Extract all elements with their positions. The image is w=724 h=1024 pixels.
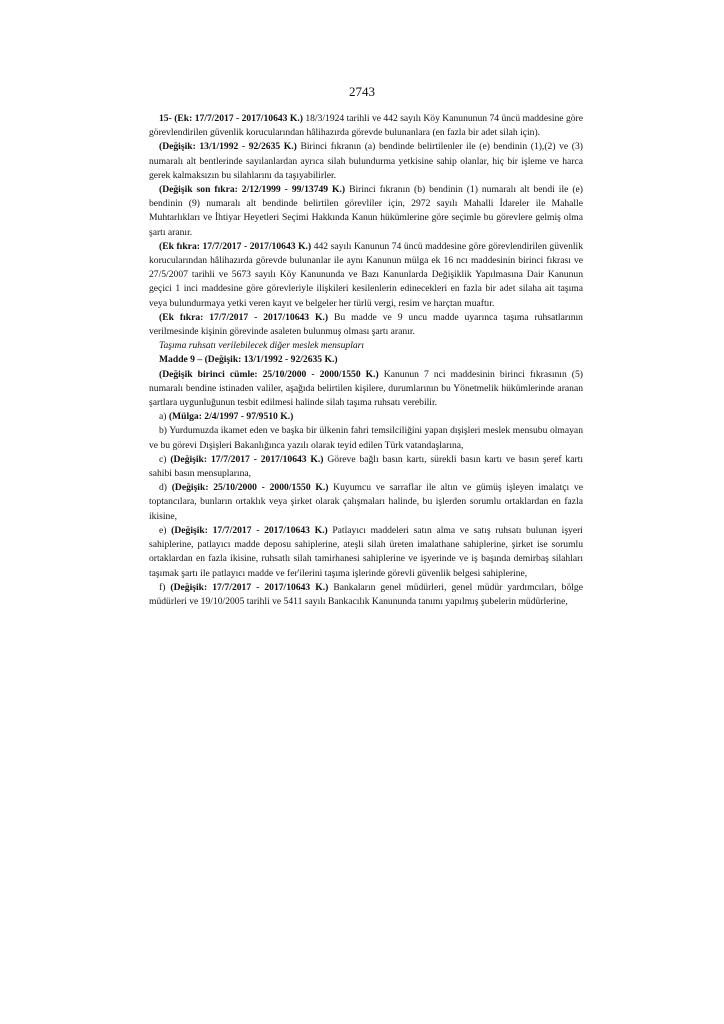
list-prefix: a)	[159, 411, 169, 423]
paragraph	[149, 240, 583, 311]
paragraph-text: Bankaların genel müdürleri, genel müdür yardımcıları, bölge müdürleri ve 19/10/2005 tarihli ve 5411 sayılı Bankacılık Kanununda tanımı yapılmış şubelerin müdürlerine,	[149, 581, 583, 607]
paragraph	[149, 112, 583, 140]
paragraph	[149, 368, 583, 411]
section-heading	[149, 339, 583, 353]
paragraph-text: 18/3/1924 tarihli ve 442 sayılı Köy Kanununun 74 üncü maddesine göre görevlendirilen güvenlik korucularından hâlihazırda görevde bulunanlara (en fazla bir adet silah için).	[149, 113, 583, 139]
list-item-d	[149, 481, 583, 524]
list-prefix: e)	[159, 524, 172, 536]
list-item-c	[149, 453, 583, 481]
paragraph-text: Göreve bağlı basın kartı, sürekli basın kartı ve basın şeref kartı sahibi basın mensuplarına,	[149, 453, 583, 480]
paragraph	[149, 311, 583, 339]
amendment-note: (Değişik birinci cümle: 25/10/2000 - 2000/1550 K.)	[159, 368, 379, 380]
list-prefix: d)	[159, 482, 172, 494]
list-prefix: f)	[159, 581, 171, 593]
amendment-note: (Değişik: 13/1/1992 - 92/2635 K.)	[159, 141, 297, 153]
paragraph-text: Kanunun 7 nci maddesinin birinci fıkrasının (5) numaralı bendine istinaden valiler, aşağıda belirtilen kişilere, durumlarının bu Yönetmelik hükümlerinde aranan şartlara uygunluğunun tesbit edilmesi halinde silah taşıma ruhsatı verebilir.	[149, 368, 583, 409]
document-body	[149, 112, 583, 609]
amendment-note: (Değişik: 25/10/2000 - 2000/1550 K.)	[171, 482, 329, 494]
paragraph-text: Birinci fıkranın (a) bendinde belirtilenler ile (e) bendinin (1),(2) ve (3) numaralı alt bentlerinde sayılanlardan ayrıca silah bulundurma yetkisine sahip olanlar, hiç bir işleme ve harca gerek kalmaksızın bu silahlarını da taşıyabilirler.	[149, 141, 583, 181]
paragraph-text: Patlayıcı maddeleri satın alma ve satış ruhsatı bulunan işyeri sahiplerine, patlayıcı madde deposu sahiplerine, ateşli silah üreten imalathane sahiplerine, şirket ise sorumlu ortaklardan en fazla ikisine, ruhsatlı silah tamirhanesi sahiplerine ve işyerinde ve iş başında demirbaş silahları taşımak şartı ile patlayıcı madde ve fer'ilerini taşıma işlerinde görevli güvenlik belgesi sahiplerine,	[149, 524, 583, 579]
paragraph-text: Bu madde ve 9 uncu madde uyarınca taşıma ruhsatlarının verilmesinde kişinin görevinde asaleten bulunmuş olması şartı aranır.	[149, 311, 583, 338]
article-heading	[149, 353, 583, 367]
paragraph-text: Kuyumcu ve sarraflar ile altın ve gümüş işleyen imalatçı ve toptancılara, bunların ortaklık veya şirket olarak çalışmaları halinde, bu işlerden sorumlu ortaklardan en fazla ikisine,	[149, 482, 583, 522]
list-item-f	[149, 581, 583, 609]
amendment-note: (Değişik: 17/7/2017 - 2017/10643 K.)	[171, 524, 328, 536]
paragraph-text: Birinci fıkranın (b) bendinin (1) numaralı alt bendi ile (e) bendinin (9) numaralı alt bendinde belirtilen görevliler için, 2972 sayılı Mahalli İdareler ile Mahalle Muhtarlıkları ve İhtiyar Heyetleri Seçimi Hakkında Kanun hükümlerine göre seçimle bu görevlere gelmiş olma şartı aranır.	[149, 184, 583, 238]
amendment-note: (Ek fıkra: 17/7/2017 - 2017/10643 K.)	[159, 311, 329, 323]
amendment-note: 15- (Ek: 17/7/2017 - 2017/10643 K.)	[159, 113, 303, 124]
list-item-e	[149, 524, 583, 581]
amendment-note: (Değişik son fıkra: 2/12/1999 - 99/13749 K.)	[159, 184, 346, 196]
amendment-note: (Ek fıkra: 17/7/2017 - 2017/10643 K.)	[159, 240, 312, 252]
paragraph	[149, 140, 583, 183]
page-number: 2743	[349, 84, 375, 99]
amendment-note: (Değişik: 17/7/2017 - 2017/10643 K.)	[170, 581, 329, 593]
paragraph-text: 442 sayılı Kanunun 74 üncü maddesine göre görevlendirilen güvenlik korucularından hâlihazırda görevde bulunanlar ile aynı Kanunun mülga ek 16 ncı maddesinin birinci fıkrası ve 27/5/2007 tarihli ve 5673 sayılı Köy Kanununda ve Bazı Kanunlarda Değişiklik Yapılmasına Dair Kanunun geçici 1 inci maddesine göre görevleriyle ilişkileri kesilenlerin edinecekleri en fazla bir adet silaha ait taşıma veya bulundurmaya yetki veren kayıt ve belgeler her türlü vergi, resim ve harçtan muaftır.	[149, 240, 583, 309]
paragraph-text: b) Yurdumuzda ikamet eden ve başka bir ülkenin fahri temsilciliğini yapan dışişleri meslek mensubu olmayan ve bu görevi Dışişleri Bakanlığınca yazılı olarak teyid edilen Türk vatandaşlarına,	[149, 425, 583, 451]
list-item-a	[149, 410, 583, 424]
section-heading-text: Taşıma ruhsatı verilebilecek diğer meslek mensupları	[159, 340, 365, 352]
article-title: Madde 9 – (Değişik: 13/1/1992 - 92/2635 K.)	[159, 354, 338, 366]
list-prefix: c)	[159, 453, 171, 465]
amendment-note: (Mülga: 2/4/1997 - 97/9510 K.)	[168, 411, 294, 423]
amendment-note: (Değişik: 17/7/2017 - 2017/10643 K.)	[170, 453, 324, 465]
list-item-b	[149, 424, 583, 452]
paragraph	[149, 183, 583, 240]
